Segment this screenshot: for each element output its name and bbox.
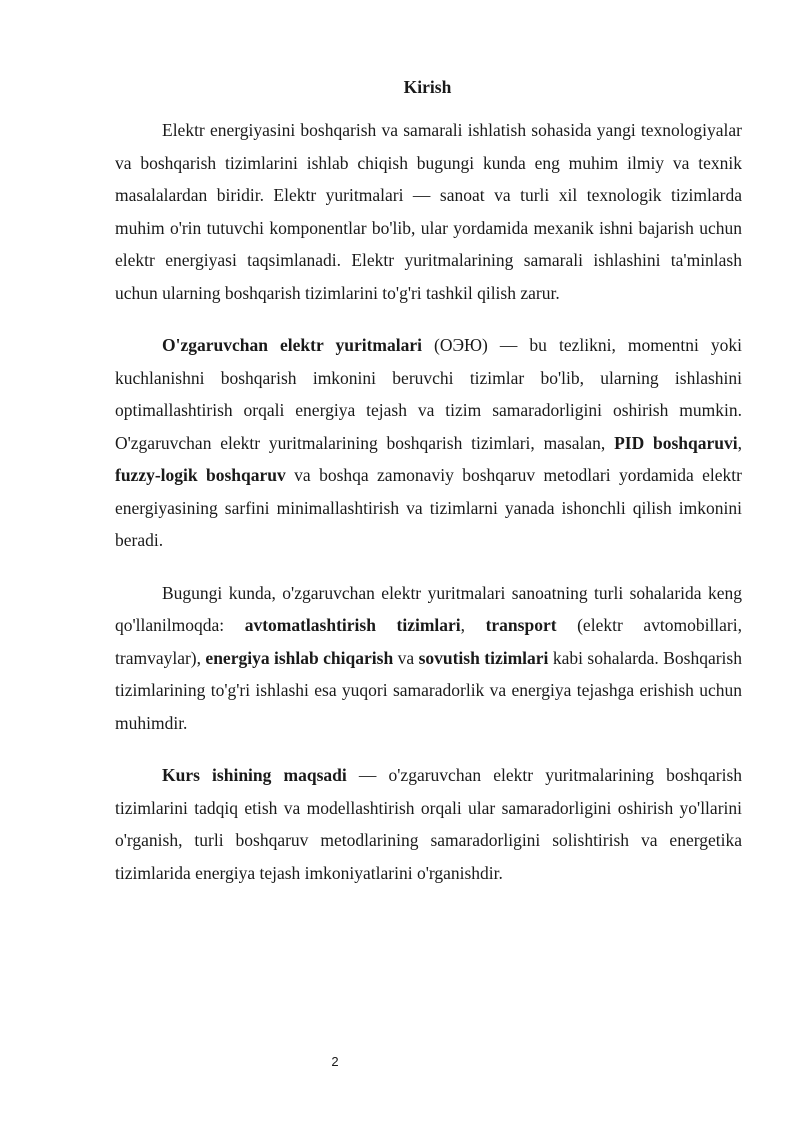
text-run: ,	[737, 432, 742, 453]
bold-text: sovutish tizimlari	[418, 647, 549, 668]
bold-text: energiya ishlab chiqarish	[205, 647, 394, 668]
text-run: Elektr energiyasini boshqarish va samarali ishlatish sohasida yangi texnologiyalar va boshqarish tizimlarini ishlab chiqish bugungi kunda eng muhim ilmiy va texnik masalalardan biridir. Elektr yuritmalari — sanoat va turli xil texnologik tizimlarda muhim o'rin tutuvchi komponentlar bo'lib, ular yordamida mexanik ishni bajarish uchun elektr energiyasi taqsimlanadi. Elektr yuritmalarining samarali ishlashini ta'minlash uchun ularning boshqarish tizimlarini to'g'ri tashkil qilish zarur.	[115, 120, 742, 303]
paragraph	[115, 759, 742, 889]
page-number: 2	[331, 1054, 339, 1069]
paragraph	[115, 114, 742, 309]
text-run: — o'zgaruvchan elektr yuritmalarining boshqarish tizimlarini tadqiq etish va modellashtirish orqali ular samaradorligini oshirish yo'llarini o'rganish, turli boshqaruv metodlarining samaradorligini solishtirish va energetika tizimlarida energiya tejash imkoniyatlarini o'rganishdir.	[115, 765, 743, 883]
bold-text: Kurs ishining maqsadi	[162, 765, 347, 785]
text-run: va boshqa zamonaviy boshqaruv metodlari yordamida elektr energiyasining sarfini minimallashtirish va tizimlarni yanada ishonchli qilish imkonini beradi.	[115, 465, 742, 550]
page-title: Kirish	[403, 77, 452, 97]
bold-text: avtomatlashtirish tizimlari	[244, 615, 461, 635]
text-run: Bugungi kunda, o'zgaruvchan elektr yuritmalari sanoatning turli sohalarida keng qo'llanilmoqda:	[115, 582, 742, 635]
text-run: (ОЭЮ) — bu tezlikni, momentni yoki kuchlanishni boshqarish imkonini beruvchi tizimlar bo'lib, ularning ishlashini optimallashtirish orqali energiya tejash va tizim samaradorligini oshirish mumkin. O'zgaruvchan elektr yuritmalarining boshqarish tizimlari, masalan,	[115, 335, 742, 453]
bold-text: O'zgaruvchan elektr yuritmalari	[162, 335, 422, 355]
bold-text: fuzzy-logik boshqaruv	[115, 465, 286, 485]
bold-text: PID boshqaruvi	[614, 432, 738, 453]
text-run: ,	[460, 615, 486, 635]
paragraph	[115, 329, 742, 557]
document-body	[115, 114, 742, 889]
text-run: (elektr avtomobillari, tramvaylar),	[115, 615, 742, 668]
paragraph	[115, 577, 742, 740]
text-run: kabi sohalarda. Boshqarish tizimlarining to'g'ri ishlashi esa yuqori samaradorlik va energiya tejashga erishish uchun muhimdir.	[115, 647, 742, 733]
bold-text: transport	[485, 615, 557, 635]
text-run: va	[393, 647, 419, 668]
